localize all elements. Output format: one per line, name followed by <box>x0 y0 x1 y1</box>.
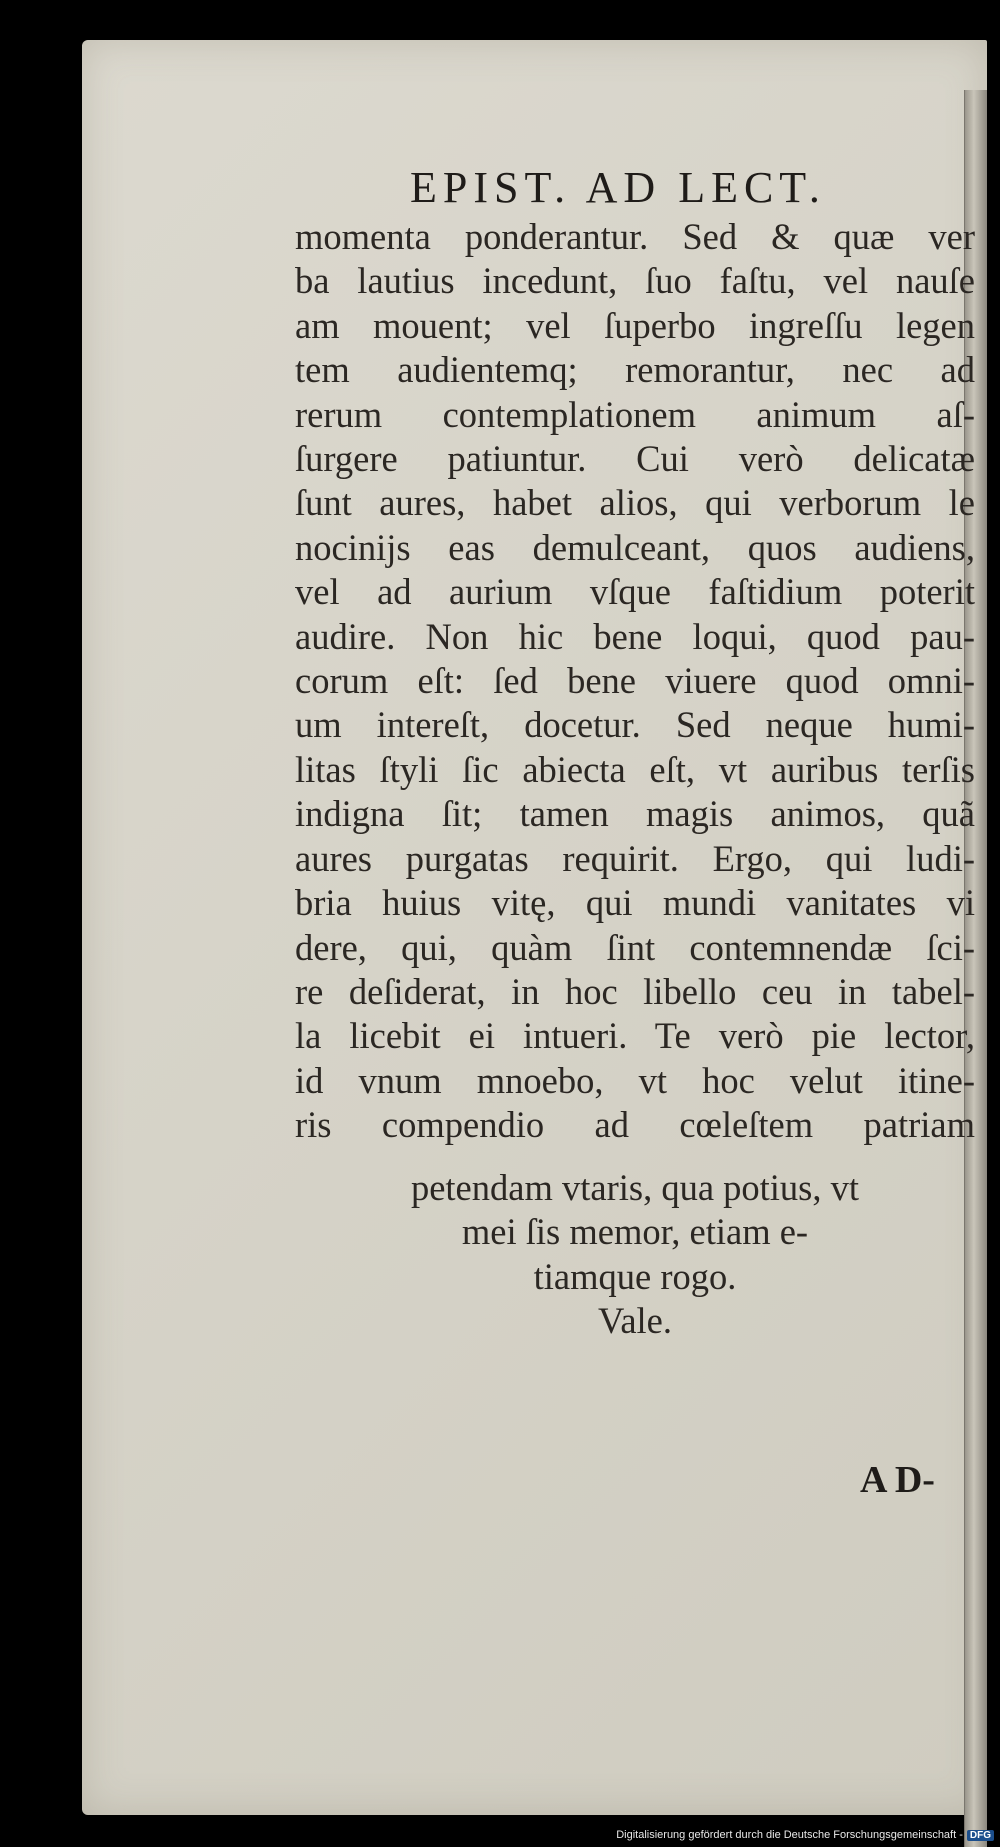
footer-text: Digitalisierung gefördert durch die Deutsche Forschungsgemeinschaft - <box>616 1829 963 1841</box>
text-line: ſurgere patiuntur. Cui verò delicatæ <box>295 438 975 480</box>
closing-line: Vale. <box>598 1300 672 1342</box>
text-line: re deſiderat, in hoc libello ceu in tabel- <box>295 970 975 1012</box>
text-line: ris compendio ad cœleſtem patriam <box>295 1104 975 1146</box>
text-line: ba lautius incedunt, ſuo faſtu, vel nauſe <box>295 260 975 302</box>
text-line: am mouent; vel ſuperbo ingreſſu legen <box>295 304 975 346</box>
text-line: bria huius vitę, qui mundi vanitates vi <box>295 882 975 924</box>
text-line: vel ad aurium vſque faſtidium poterit <box>295 571 975 613</box>
text-line: indigna ſit; tamen magis animos, quã <box>295 793 975 835</box>
text-line: ſunt aures, habet alios, qui verborum le <box>295 482 975 524</box>
text-line: aures purgatas requirit. Ergo, qui ludi- <box>295 837 975 879</box>
closing-text <box>295 1166 975 1344</box>
closing-line: tiamque rogo. <box>533 1255 737 1297</box>
closing-line: mei ſis memor, etiam e- <box>461 1211 809 1253</box>
text-line: nocinijs eas demulceant, quos audiens, <box>295 526 975 568</box>
text-line: la licebit ei intueri. Te verò pie lector, <box>295 1015 975 1057</box>
closing-line: petendam vtaris, qua potius, vt <box>410 1167 860 1208</box>
text-line: litas ſtyli ſic abiecta eſt, vt auribus terſis <box>295 748 975 790</box>
text-line: um intereſt, docetur. Sed neque humi- <box>295 704 975 746</box>
text-line: corum eſt: ſed bene viuere quod omni- <box>295 660 975 702</box>
running-head: EPIST. AD LECT. <box>410 163 826 212</box>
body-text <box>295 215 975 1148</box>
text-line: tem audientemq; remorantur, nec ad <box>295 349 975 391</box>
text-line: dere, qui, quàm ſint contemnendæ ſci- <box>295 926 975 968</box>
text-line: id vnum mnoebo, vt hoc velut itine- <box>295 1059 975 1101</box>
text-line: momenta ponderantur. Sed & quæ ver <box>295 216 975 257</box>
digitization-footer <box>616 1829 994 1841</box>
text-line: rerum contemplationem animum aſ- <box>295 393 975 435</box>
dfg-logo: DFG <box>967 1830 994 1841</box>
catchword: A D- <box>860 1459 935 1501</box>
text-line: audire. Non hic bene loqui, quod pau- <box>295 615 975 657</box>
